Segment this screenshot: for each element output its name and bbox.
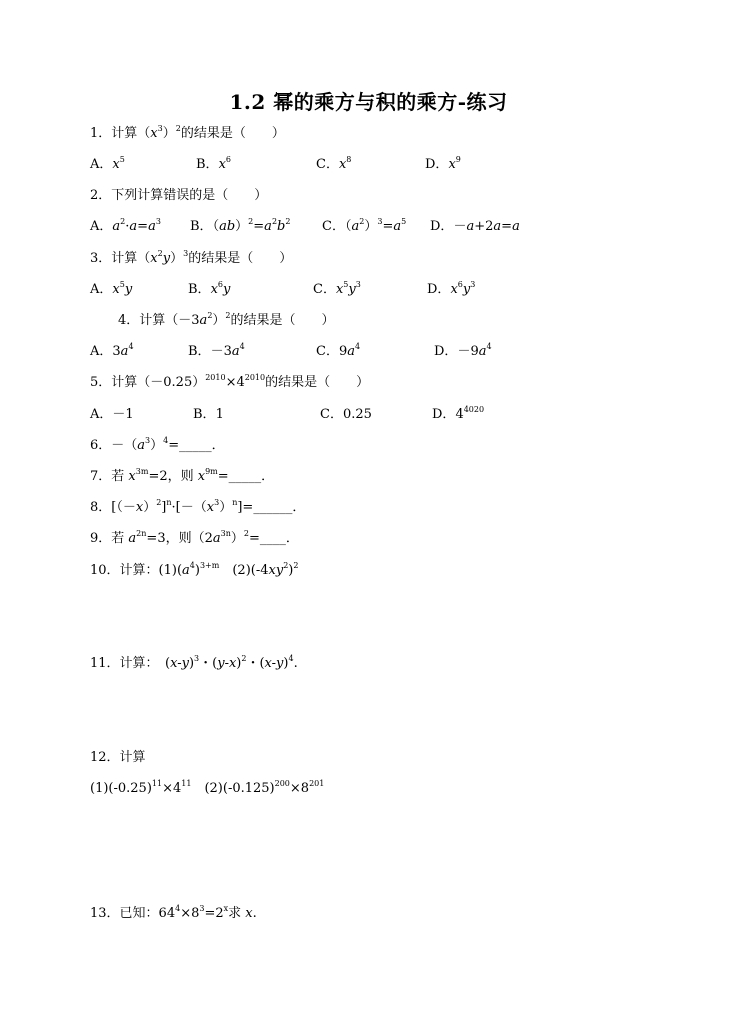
question-4-stem: 4．计算$(-3a^2)^2$的结果是（ ） [118, 311, 335, 328]
question-4-option-b: B．$-3a^4$ [188, 342, 245, 359]
question-2-option-d: D．－a+2a=a [430, 219, 520, 234]
question-3-option-a: A．$x^5y$ [90, 280, 133, 297]
question-2-stem: 2．下列计算错误的是（ ） [90, 188, 268, 203]
question-1-stem: 1．计算$(x^3)^2$的结果是（ ） [90, 124, 285, 141]
page-title: 1.2 幂的乘方与积的乘方-练习 [229, 90, 508, 114]
question-3-option-d: D．$x^6y^3$ [427, 280, 476, 297]
question-5-option-a: A．－1 [90, 407, 134, 422]
question-4-option-c: C．$9a^4$ [316, 342, 361, 359]
question-13: 13．已知：$64^4\times 8^3=2^x$求 x. [90, 904, 257, 921]
question-5-option-c: C．0.25 [320, 407, 372, 422]
question-9: 9．若 $a^{2n}=3$，则$(2a^{3n})^2=\_\_\_\_$． [90, 529, 299, 546]
question-5-option-b: B．1 [193, 407, 224, 422]
question-2-option-c: C．$(a^2)^3=a^5$ [322, 217, 407, 234]
question-5-stem: 5．计算$(-0.25)^{2010}\times 4^{2010}$的结果是（ ） [90, 373, 370, 390]
question-1-option-d: D．$x^9$ [425, 155, 461, 172]
question-4-option-a: A．$3a^4$ [90, 342, 134, 359]
question-5-option-d: D．$4^{4020}$ [432, 405, 485, 422]
question-2-option-a: A．$a^2\cdot a=a^3$ [90, 217, 161, 234]
question-2-option-b: B．$(ab)^2=a^2b^2$ [190, 217, 291, 234]
question-3-option-b: B．$x^6y$ [188, 280, 231, 297]
question-7: 7．若 $x^{3m}=2$，则 $x^{9m}=\_\_\_\_\_$． [90, 467, 275, 484]
question-3-option-c: C．$x^5y^3$ [313, 280, 361, 297]
question-4-option-d: D．$-9a^4$ [434, 342, 492, 359]
question-12-stem: 12．计算 [90, 750, 146, 765]
question-8: 8．$[(-x)^2]^n\cdot[-(x^3)^n]=\_\_\_\_\_\_$． [90, 498, 306, 515]
question-11: 11．计算： $(x-y)^3$・$(y-x)^2$・$(x-y)^4$. [90, 654, 298, 671]
question-6: 6．$-(a^3)^4=\_\_\_\_\_$． [90, 436, 225, 453]
question-10: 10．计算：$(1)(a^4)^{3+m}$ $(2)(-4xy^2)^2$ [90, 561, 299, 578]
question-1-option-c: C．$x^8$ [316, 155, 352, 172]
question-1-option-b: B．$x^6$ [196, 155, 231, 172]
question-1-option-a: A．$x^5$ [90, 155, 125, 172]
question-12-parts: $(1)(-0.25)^{11}\times 4^{11}$ $(2)(-0.125)^{200}\times 8^{201}$ [90, 779, 325, 796]
question-3-stem: 3．计算$(x^2y)^3$的结果是（ ） [90, 249, 293, 266]
